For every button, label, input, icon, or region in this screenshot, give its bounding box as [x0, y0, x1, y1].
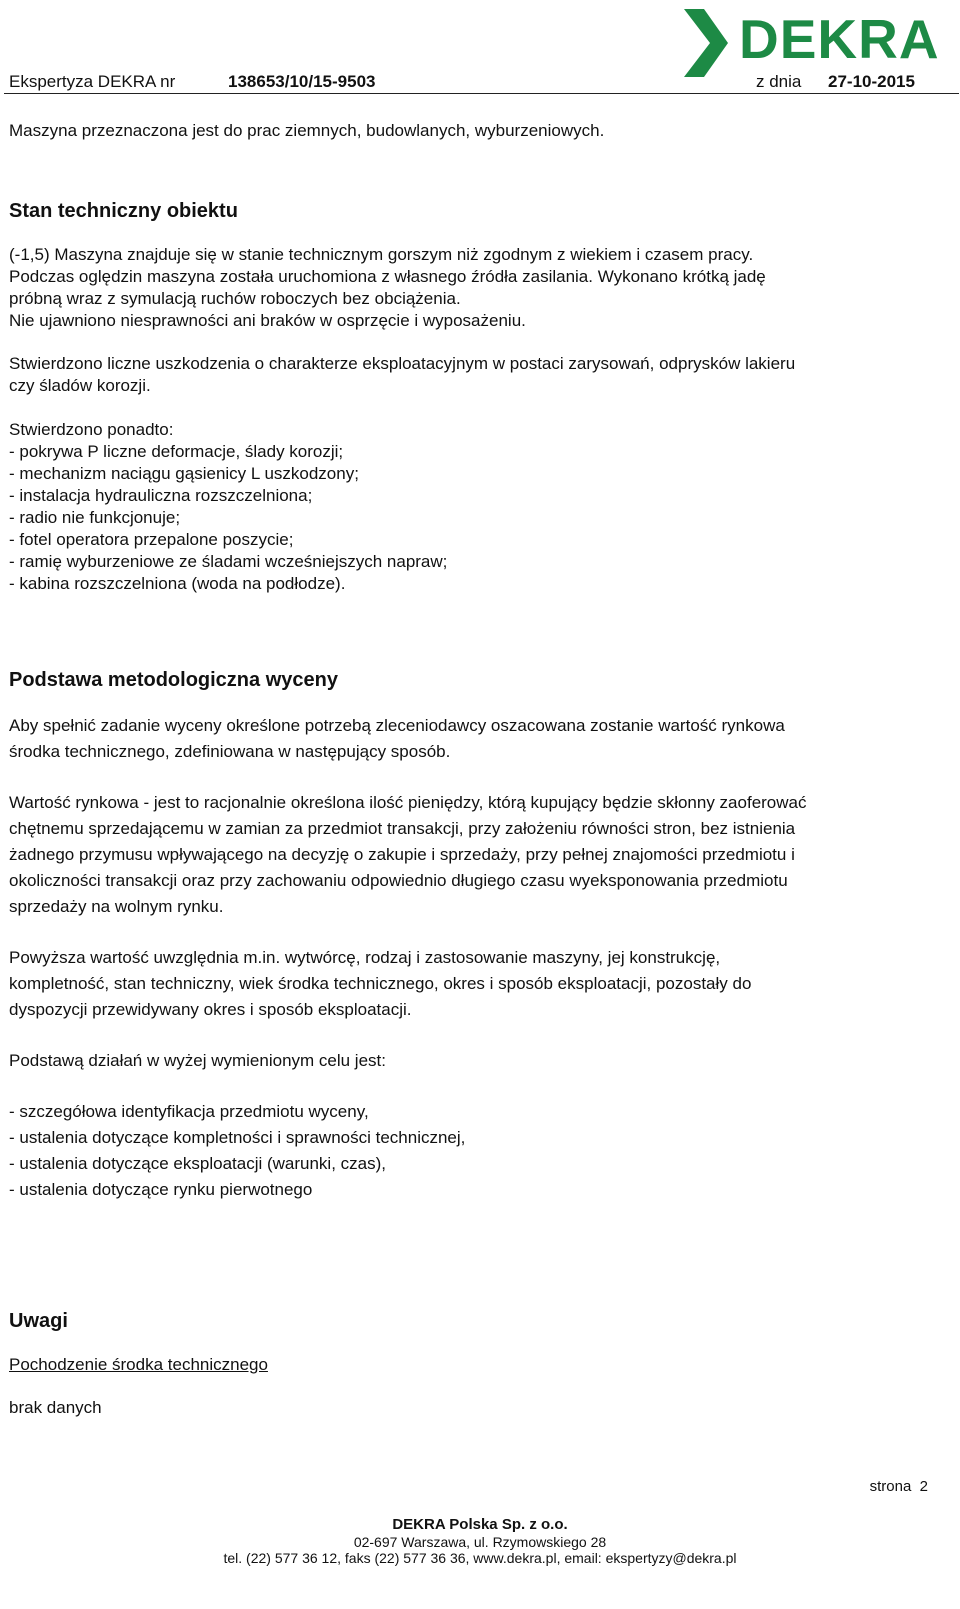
- date-label: z dnia: [756, 72, 802, 91]
- basis-item: - ustalenia dotyczące rynku pierwotnego: [9, 1180, 313, 1199]
- footer-contact: tel. (22) 577 36 12, faks (22) 577 36 36, www.dekra.pl, email: ekspertyzy@dekra.pl: [223, 1550, 737, 1566]
- condition-line: próbną wraz z symulacją ruchów roboczych bez obciążenia.: [9, 289, 461, 308]
- section-heading-methodology: Podstawa metodologiczna wyceny: [9, 669, 338, 691]
- methodology-line: środka technicznego, zdefiniowana w następujący sposób.: [9, 742, 451, 761]
- findings-item: - mechanizm naciągu gąsienicy L uszkodzony;: [9, 464, 359, 483]
- findings-item: - pokrywa P liczne deformacje, ślady korozji;: [9, 442, 344, 461]
- market-value-line: sprzedaży na wolnym rynku.: [9, 897, 224, 916]
- market-value-line: okoliczności transakcji oraz przy zachowaniu odpowiednio długiego czasu wyeksponowania przedmiotu: [9, 871, 788, 890]
- report-number: 138653/10/15-9503: [228, 72, 376, 91]
- condition-line: (-1,5) Maszyna znajduje się w stanie technicznym gorszym niż zgodnym z wiekiem i czasem pracy.: [9, 245, 754, 264]
- damage-line: czy śladów korozji.: [9, 376, 151, 395]
- header-divider: [4, 93, 959, 94]
- basis-item: - szczegółowa identyfikacja przedmiotu wyceny,: [9, 1102, 369, 1121]
- section-heading-condition: Stan techniczny obiektu: [9, 200, 238, 222]
- dekra-logo-mark-icon: [682, 5, 730, 77]
- findings-item: - radio nie funkcjonuje;: [9, 508, 181, 527]
- intro-text: Maszyna przeznaczona jest do prac ziemnych, budowlanych, wyburzeniowych.: [9, 121, 605, 140]
- value-factors-line: dyspozycji przewidywany okres i sposób eksploatacji.: [9, 1000, 412, 1019]
- dekra-logo-text: DEKRA: [739, 8, 940, 70]
- page-number: strona 2: [869, 1478, 928, 1495]
- dekra-logo: [696, 5, 958, 77]
- basis-intro: Podstawą działań w wyżej wymienionym celu jest:: [9, 1051, 386, 1070]
- section-heading-remarks: Uwagi: [9, 1310, 68, 1332]
- findings-item: - kabina rozszczelniona (woda na podłodze).: [9, 574, 346, 593]
- condition-line: Nie ujawniono niesprawności ani braków w osprzęcie i wyposażeniu.: [9, 311, 526, 330]
- findings-item: - fotel operatora przepalone poszycie;: [9, 530, 294, 549]
- market-value-line: chętnemu sprzedającemu w zamian za przedmiot transakcji, przy założeniu równości stron, bez istnienia: [9, 819, 796, 838]
- footer-address: 02-697 Warszawa, ul. Rzymowskiego 28: [353, 1534, 607, 1550]
- footer-company: DEKRA Polska Sp. z o.o.: [392, 1516, 568, 1533]
- findings-item: - instalacja hydrauliczna rozszczelniona;: [9, 486, 313, 505]
- report-label: Ekspertyza DEKRA nr: [9, 72, 176, 91]
- damage-line: Stwierdzono liczne uszkodzenia o charakterze eksploatacyjnym w postaci zarysowań, odprysków lakieru: [9, 354, 796, 373]
- market-value-line: Wartość rynkowa - jest to racjonalnie określona ilość pieniędzy, którą kupujący będzie skłonny zaoferować: [9, 793, 807, 812]
- condition-line: Podczas oględzin maszyna została uruchomiona z własnego źródła zasilania. Wykonano krótką jadę: [9, 267, 766, 286]
- report-date: 27-10-2015: [828, 72, 915, 91]
- origin-value: brak danych: [9, 1398, 102, 1417]
- basis-item: - ustalenia dotyczące kompletności i sprawności technicznej,: [9, 1128, 466, 1147]
- findings-line: Stwierdzono ponadto:: [9, 420, 174, 439]
- origin-subheading: Pochodzenie środka technicznego: [9, 1355, 268, 1374]
- value-factors-line: kompletność, stan techniczny, wiek środka technicznego, okres i sposób eksploatacji, pozostały do: [9, 974, 752, 993]
- basis-item: - ustalenia dotyczące eksploatacji (warunki, czas),: [9, 1154, 386, 1173]
- market-value-line: żadnego przymusu wpływającego na decyzję o zakupie i sprzedaży, przy pełnej znajomości przedmiotu i: [9, 845, 795, 864]
- findings-item: - ramię wyburzeniowe ze śladami wcześniejszych napraw;: [9, 552, 448, 571]
- value-factors-line: Powyższa wartość uwzględnia m.in. wytwórcę, rodzaj i zastosowanie maszyny, jej konstrukcję,: [9, 948, 721, 967]
- methodology-line: Aby spełnić zadanie wyceny określone potrzebą zleceniodawcy oszacowana zostanie wartość rynkowa: [9, 716, 785, 735]
